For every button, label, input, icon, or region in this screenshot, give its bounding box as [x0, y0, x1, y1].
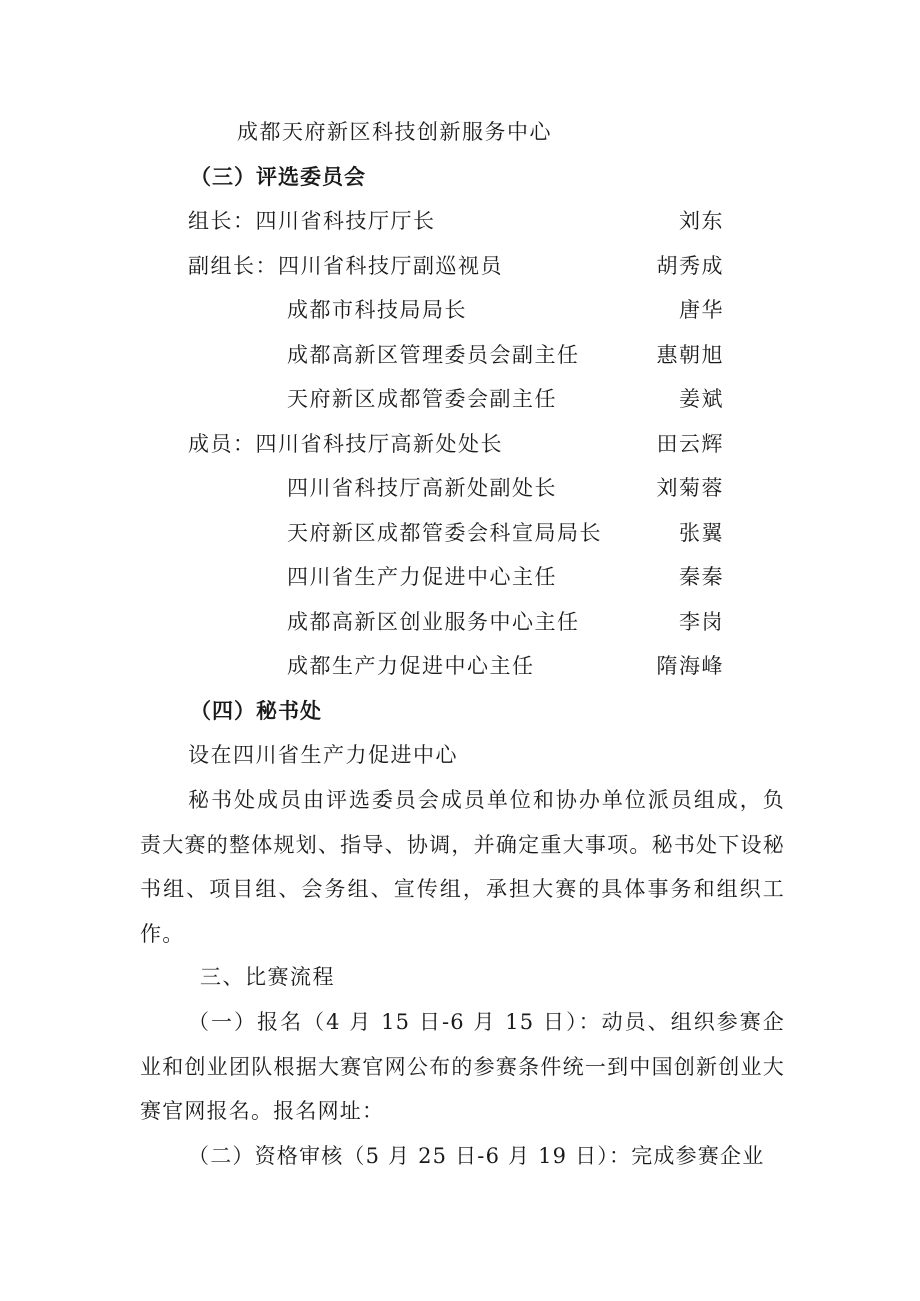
committee-deputy-role: 成都高新区管理委员会副主任 — [287, 343, 580, 367]
section-heading-committee: （三）评选委员会 — [190, 164, 366, 189]
section-heading-process: 三、比赛流程 — [200, 965, 335, 989]
committee-member-role: 成都生产力促进中心主任 — [287, 654, 535, 678]
committee-member-name: 张翼 — [679, 521, 724, 545]
process-step-qualification: （二）资格审核（5 月 25 日-6 月 19 日）：完成参赛企业 — [188, 1144, 765, 1168]
committee-deputy-role: 副组长：四川省科技厅副巡视员 — [188, 254, 503, 278]
committee-leader-role: 组长：四川省科技厅厅长 — [188, 209, 436, 233]
committee-member-name: 刘菊蓉 — [656, 476, 724, 500]
org-line: 成都天府新区科技创新服务中心 — [237, 120, 552, 144]
committee-deputy-name: 唐华 — [679, 298, 724, 322]
committee-member-role: 四川省生产力促进中心主任 — [287, 565, 557, 589]
committee-member-name: 隋海峰 — [656, 654, 724, 678]
committee-leader-name: 刘东 — [679, 209, 724, 233]
committee-member-role: 四川省科技厅高新处副处长 — [287, 476, 557, 500]
committee-deputy-role: 成都市科技局局长 — [287, 298, 467, 322]
process-step-registration: （一）报名（4 月 15 日-6 月 15 日）：动员、组织参赛企业和创业团队根据大赛官网公布的参赛条件统一到中国创新创业大赛官网报名。报名网址： — [140, 1010, 785, 1123]
committee-deputy-name: 姜斌 — [679, 387, 724, 411]
committee-member-role: 成都高新区创业服务中心主任 — [287, 610, 580, 634]
committee-deputy-role: 天府新区成都管委会副主任 — [287, 387, 557, 411]
committee-member-name: 秦秦 — [679, 565, 724, 589]
committee-member-name: 李岗 — [679, 610, 724, 634]
committee-deputy-name: 胡秀成 — [656, 254, 724, 278]
section-heading-secretariat: （四）秘书处 — [190, 698, 322, 723]
secretariat-location: 设在四川省生产力促进中心 — [188, 743, 458, 767]
committee-member-name: 田云辉 — [656, 432, 724, 456]
secretariat-paragraph: 秘书处成员由评选委员会成员单位和协办单位派员组成，负责大赛的整体规划、指导、协调，并确定重大事项。秘书处下设秘书组、项目组、会务组、宣传组，承担大赛的具体事务和组织工作。 — [140, 788, 785, 946]
committee-deputy-name: 惠朝旭 — [656, 343, 724, 367]
committee-member-role: 天府新区成都管委会科宣局局长 — [287, 521, 602, 545]
committee-member-role: 成员：四川省科技厅高新处处长 — [188, 432, 503, 456]
